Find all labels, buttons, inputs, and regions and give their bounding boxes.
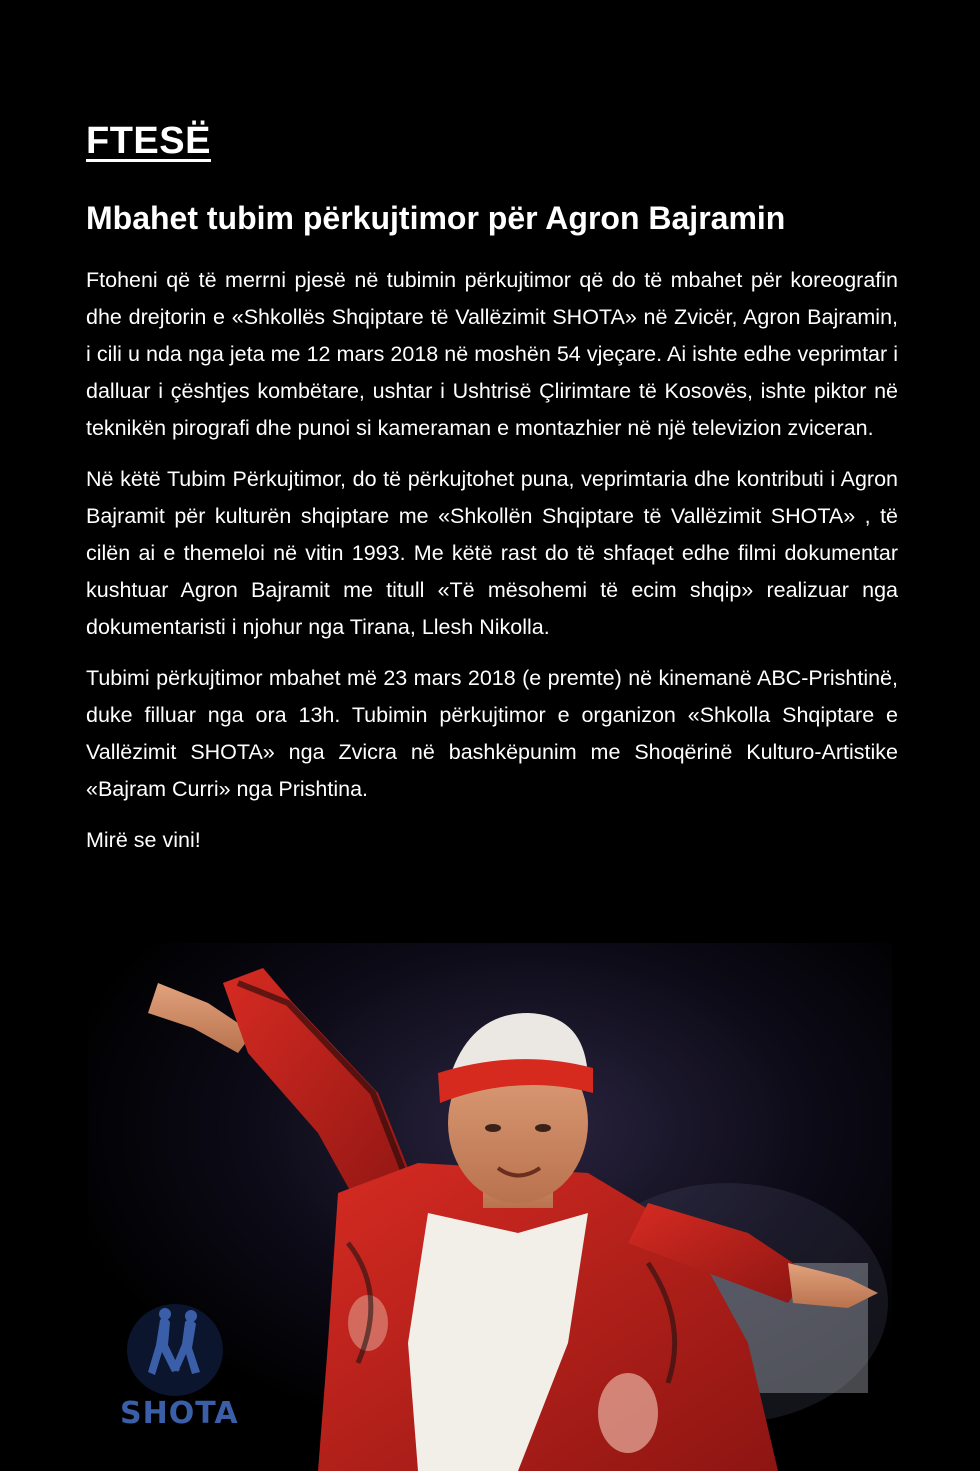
paragraph-welcome: Mirë se vini! [86, 828, 201, 852]
paragraph-intro: Ftoheni që të merrni pjesë në tubimin përkujtimor që do të mbahet për koreografin dhe drejtorin e «Shkollës Shqiptare të Vallëzimit SHOTA» në Zvicër, Agron Bajramin, i cili u nda nga jeta me 12 mars 2018 në moshën 54 vjeçare. Ai ishte edhe veprimtar i dalluar i çështjes kombëtare, ushtar i Ushtrisë Çlirimtare të Kosovës, ishte piktor në teknikën pirografi dhe punoi si kameraman e montazhier në një televizion zviceran. [86, 268, 898, 440]
paragraph-event-details: Tubimi përkujtimor mbahet më 23 mars 2018 (e premte) në kinemanë ABC-Prishtinë, duke filluar nga ora 13h. Tubimin përkujtimor e organizon «Shkolla Shqiptare e Vallëzimit SHOTA» nga Zvicra në bashkëpunim me Shoqërinë Kulturo-Artistike «Bajram Curri» nga Prishtina. [86, 666, 898, 801]
dancers-logo-icon [120, 1300, 230, 1400]
page-subtitle: Mbahet tubim përkujtimor për Agron Bajramin [86, 200, 786, 236]
page-title: FTESË [86, 120, 211, 162]
paragraph-commemoration: Në këtë Tubim Përkujtimor, do të përkujtohet puna, veprimtaria dhe kontributi i Agron Bajramit për kulturën shqiptare me «Shkollën Shqiptare të Vallëzimit SHOTA» , të cilën ai e themeloi në vitin 1993. Me këtë rast do të shfaqet edhe filmi dokumentar kushtuar Agron Bajramit me titull «Të mësohemi të ecim shqip» realizuar nga dokumentaristi i njohur nga Tirana, Llesh Nikolla. [86, 467, 898, 639]
body-text [86, 262, 898, 873]
shota-logo [120, 1300, 239, 1440]
logo-text: SHOTA [120, 1396, 239, 1431]
